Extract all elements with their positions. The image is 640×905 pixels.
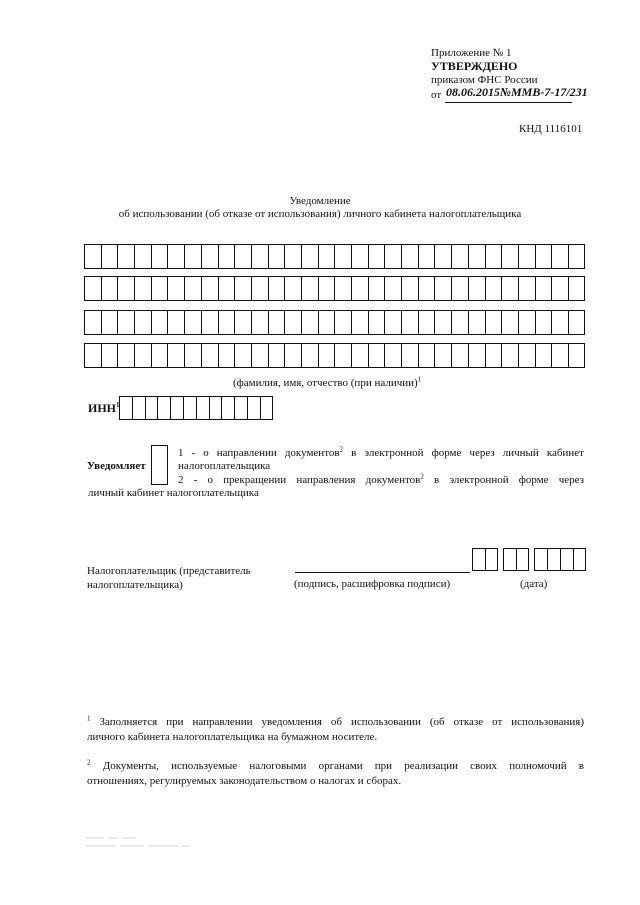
name-cell[interactable] <box>434 343 451 368</box>
inn-label: ИНН$^1$ <box>88 401 120 415</box>
date-day-cells[interactable] <box>472 548 498 571</box>
name-cell[interactable] <box>301 310 318 335</box>
name-cell[interactable] <box>167 244 184 269</box>
name-cell[interactable] <box>384 276 401 301</box>
name-cell[interactable] <box>535 310 552 335</box>
name-cell[interactable] <box>117 244 134 269</box>
footnote-1-cont: личного кабинета налогоплательщика на бумажном носителе. <box>87 731 378 743</box>
name-cell[interactable] <box>501 276 518 301</box>
name-cell[interactable] <box>568 310 585 335</box>
name-cell[interactable] <box>167 343 184 368</box>
form-subtitle: об использовании (об отказе от использования) личного кабинета налогоплательщика <box>118 208 522 220</box>
signature-line[interactable] <box>295 572 470 573</box>
name-cell[interactable] <box>518 244 535 269</box>
name-cell[interactable] <box>301 244 318 269</box>
name-cell[interactable] <box>368 343 385 368</box>
name-cell[interactable] <box>134 276 151 301</box>
name-cell[interactable] <box>151 276 168 301</box>
name-cell[interactable] <box>451 244 468 269</box>
name-cell[interactable] <box>334 343 351 368</box>
name-cell[interactable] <box>134 244 151 269</box>
name-cell[interactable] <box>468 310 485 335</box>
name-cell[interactable] <box>268 276 285 301</box>
name-cell[interactable] <box>84 244 101 269</box>
name-cell[interactable] <box>535 343 552 368</box>
name-cell[interactable] <box>468 343 485 368</box>
inn-cell[interactable] <box>145 396 158 420</box>
name-cell-row[interactable] <box>84 310 585 335</box>
name-cell[interactable] <box>218 244 235 269</box>
name-cell[interactable] <box>351 244 368 269</box>
name-cell[interactable] <box>268 244 285 269</box>
name-cell[interactable] <box>468 276 485 301</box>
name-cell[interactable] <box>84 276 101 301</box>
name-cell[interactable] <box>318 343 335 368</box>
inn-cell-row[interactable] <box>119 396 273 420</box>
name-cell[interactable] <box>151 343 168 368</box>
name-cell[interactable] <box>251 343 268 368</box>
notify-option-2-cont: личный кабинет налогоплательщика <box>88 487 259 499</box>
name-cell[interactable] <box>284 310 301 335</box>
inn-cell[interactable] <box>221 396 234 420</box>
taxpayer-label-line1: Налогоплательщик (представитель <box>87 565 251 577</box>
name-cell[interactable] <box>184 276 201 301</box>
name-cell[interactable] <box>551 244 568 269</box>
name-cell[interactable] <box>568 244 585 269</box>
name-cell[interactable] <box>218 343 235 368</box>
name-cell[interactable] <box>568 276 585 301</box>
name-cell[interactable] <box>218 310 235 335</box>
name-cell[interactable] <box>101 343 118 368</box>
appendix-label: Приложение № 1 <box>431 47 512 59</box>
name-cell[interactable] <box>334 276 351 301</box>
name-cell[interactable] <box>451 310 468 335</box>
knd-code: КНД 1116101 <box>519 123 583 135</box>
name-cell[interactable] <box>101 276 118 301</box>
name-cell[interactable] <box>401 343 418 368</box>
name-cell[interactable] <box>418 343 435 368</box>
name-cell[interactable] <box>384 310 401 335</box>
name-cell[interactable] <box>184 343 201 368</box>
name-cell[interactable] <box>451 343 468 368</box>
form-title: Уведомление <box>289 195 351 207</box>
name-cell[interactable] <box>134 310 151 335</box>
name-cell[interactable] <box>535 276 552 301</box>
name-cell[interactable] <box>485 244 502 269</box>
name-cell[interactable] <box>201 244 218 269</box>
handwritten-order-date: 08.06.2015№ММВ-7-17/231 <box>446 85 588 99</box>
name-cell[interactable] <box>117 276 134 301</box>
name-cell[interactable] <box>401 310 418 335</box>
name-cell[interactable] <box>351 276 368 301</box>
name-cell[interactable] <box>568 343 585 368</box>
order-label: приказом ФНС России <box>431 74 538 86</box>
name-cell[interactable] <box>268 310 285 335</box>
name-cell[interactable] <box>167 276 184 301</box>
name-cell[interactable] <box>251 310 268 335</box>
order-date-underline <box>445 102 572 103</box>
name-cell[interactable] <box>268 343 285 368</box>
inn-cell[interactable] <box>247 396 260 420</box>
name-cell-row[interactable] <box>84 343 585 368</box>
name-cell[interactable] <box>501 310 518 335</box>
name-cell[interactable] <box>251 276 268 301</box>
name-cell[interactable] <box>485 310 502 335</box>
name-cell[interactable] <box>368 244 385 269</box>
name-cell[interactable] <box>501 343 518 368</box>
name-cell[interactable] <box>451 276 468 301</box>
name-cell[interactable] <box>418 244 435 269</box>
notify-option-2: 2 - о прекращении направления документов$^2$ в электронной форме через <box>178 472 584 486</box>
name-cell-row[interactable] <box>84 244 585 269</box>
name-cell[interactable] <box>167 310 184 335</box>
name-cell[interactable] <box>184 244 201 269</box>
name-cell[interactable] <box>234 310 251 335</box>
name-cell[interactable] <box>301 343 318 368</box>
name-cell[interactable] <box>201 276 218 301</box>
name-cell[interactable] <box>551 310 568 335</box>
name-cell[interactable] <box>117 310 134 335</box>
footnote-2-cont: отношениях, регулируемых законодательством о налогах и сборах. <box>87 775 402 787</box>
name-cell[interactable] <box>101 310 118 335</box>
name-cell[interactable] <box>84 343 101 368</box>
name-cell[interactable] <box>418 310 435 335</box>
name-cell[interactable] <box>551 343 568 368</box>
name-cell[interactable] <box>201 343 218 368</box>
name-cell[interactable] <box>151 310 168 335</box>
name-cell-row[interactable] <box>84 276 585 301</box>
inn-cell[interactable] <box>170 396 183 420</box>
inn-cell[interactable] <box>157 396 170 420</box>
name-cell[interactable] <box>518 276 535 301</box>
name-cell[interactable] <box>218 276 235 301</box>
name-cell[interactable] <box>234 276 251 301</box>
name-cell[interactable] <box>351 310 368 335</box>
from-prefix: от <box>431 89 442 101</box>
name-cell[interactable] <box>318 310 335 335</box>
inn-cell[interactable] <box>209 396 222 420</box>
inn-cell[interactable] <box>234 396 247 420</box>
name-cell[interactable] <box>84 310 101 335</box>
name-cell[interactable] <box>251 244 268 269</box>
inn-cell[interactable] <box>132 396 145 420</box>
name-cell[interactable] <box>334 244 351 269</box>
inn-cell[interactable] <box>260 396 273 420</box>
name-cell[interactable] <box>301 276 318 301</box>
date-caption: (дата) <box>520 578 548 590</box>
name-cell[interactable] <box>284 276 301 301</box>
notify-option-1-cont: налогоплательщика <box>178 460 271 472</box>
name-cell[interactable] <box>318 276 335 301</box>
date-year-cells[interactable] <box>534 548 586 571</box>
approved-label: УТВЕРЖДЕНО <box>431 59 518 73</box>
name-cell[interactable] <box>184 310 201 335</box>
notify-label: Уведомляет <box>87 460 146 472</box>
name-cell[interactable] <box>368 276 385 301</box>
signature-caption: (подпись, расшифровка подписи) <box>294 578 451 590</box>
name-cell[interactable] <box>368 310 385 335</box>
name-cell[interactable] <box>418 276 435 301</box>
name-cell[interactable] <box>434 276 451 301</box>
notify-option-1: 1 - о направлении документов$^2$ в электронной форме через личный кабинет <box>178 445 584 459</box>
name-cell[interactable] <box>518 343 535 368</box>
name-cell[interactable] <box>485 343 502 368</box>
date-month-cells[interactable] <box>503 548 529 571</box>
name-cell[interactable] <box>134 343 151 368</box>
name-cell[interactable] <box>401 244 418 269</box>
name-cell[interactable] <box>284 343 301 368</box>
name-cell[interactable] <box>117 343 134 368</box>
name-cell[interactable] <box>551 276 568 301</box>
name-cell[interactable] <box>234 343 251 368</box>
name-caption: (фамилия, имя, отчество (при наличии)$^1$ <box>233 375 422 389</box>
name-cell[interactable] <box>518 310 535 335</box>
name-cell[interactable] <box>434 244 451 269</box>
notify-choice-box[interactable] <box>151 445 168 485</box>
name-cell[interactable] <box>401 276 418 301</box>
name-cell[interactable] <box>535 244 552 269</box>
name-cell[interactable] <box>201 310 218 335</box>
name-cell[interactable] <box>351 343 368 368</box>
name-cell[interactable] <box>318 244 335 269</box>
name-cell[interactable] <box>234 244 251 269</box>
name-cell[interactable] <box>434 310 451 335</box>
name-cell[interactable] <box>284 244 301 269</box>
footnote-1: $^1$ Заполняется при направлении уведомления об использовании (об отказе от использования) <box>87 714 584 728</box>
inn-cell[interactable] <box>183 396 196 420</box>
scan-stamp-mark <box>84 832 194 852</box>
name-cell[interactable] <box>334 310 351 335</box>
name-cell[interactable] <box>468 244 485 269</box>
footnote-2: $^2$ Документы, используемые налоговыми органами при реализации своих полномочий в <box>87 758 584 772</box>
taxpayer-label-line2: налогоплательщика) <box>87 579 183 591</box>
inn-cell[interactable] <box>196 396 209 420</box>
inn-cell[interactable] <box>119 396 132 420</box>
name-cell[interactable] <box>501 244 518 269</box>
name-cell[interactable] <box>485 276 502 301</box>
name-cell[interactable] <box>384 244 401 269</box>
name-cell[interactable] <box>101 244 118 269</box>
name-cell[interactable] <box>384 343 401 368</box>
name-cell[interactable] <box>151 244 168 269</box>
